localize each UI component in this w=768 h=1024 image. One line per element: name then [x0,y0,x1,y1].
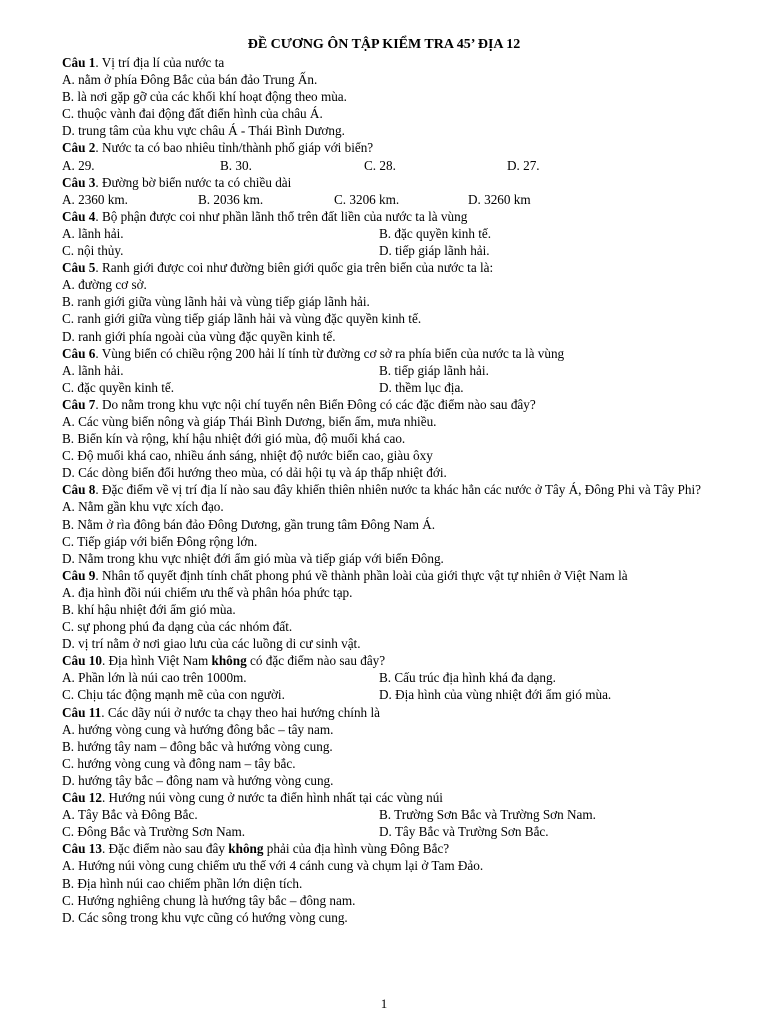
answer-d: D. vị trí nằm ở nơi giao lưu của các luồng di cư sinh vật. [62,636,361,652]
question-number: Câu 11 [62,704,102,720]
question-9 [62,567,742,584]
answer-a: A. hướng vòng cung và hướng đông bắc – tây nam. [62,721,334,737]
answer-d: D. 27. [507,157,540,173]
answer-d: D. hướng tây bắc – đông nam và hướng vòng cung. [62,772,334,788]
question-number: Câu 5 [62,260,96,276]
negation-keyword: không [211,653,247,669]
answer-b: B. Trường Sơn Bắc và Trường Sơn Nam. [379,807,596,823]
answer-row [62,806,742,823]
answer-d: D. thềm lục địa. [379,379,464,395]
answer-d: D. Địa hình của vùng nhiệt đới ẩm gió mùa. [379,687,612,703]
question-3 [62,174,742,191]
answer-b: B. Địa hình núi cao chiếm phần lớn diện tích. [62,875,303,891]
answer-c: C. 28. [364,157,396,173]
question-list [62,54,742,926]
page-title: ĐỀ CƯƠNG ÔN TẬP KIỂM TRA 45’ ĐỊA 12 [247,37,521,52]
page-number: 1 [380,996,388,1011]
question-number: Câu 8 [62,482,96,498]
question-text: . Đặc điểm về vị trí địa lí nào sau đây khiến thiên nhiên nước ta khác hẳn các nước ở Tây Á, Đông Phi và Tây Phi? [95,482,702,498]
question-11 [62,704,742,721]
question-2 [62,139,742,156]
answer-a: A. lãnh hải. [62,362,124,378]
question-text: . Vùng biển có chiều rộng 200 hải lí tính từ đường cơ sở ra phía biển của nước ta là vùng [95,345,565,361]
answer-c: C. Chịu tác động mạnh mẽ của con người. [62,687,285,703]
question-number: Câu 12 [62,790,102,806]
answer-d: D. Các sông trong khu vực cũng có hướng vòng cung. [62,909,348,925]
answer-c: C. đặc quyền kinh tế. [62,379,175,395]
question-text: . Đường bờ biển nước ta có chiều dài [95,174,292,190]
answer-b: B. ranh giới giữa vùng lãnh hải và vùng tiếp giáp lãnh hải. [62,294,370,310]
question-13 [62,840,742,857]
answer-d: D. Các dòng biển đổi hướng theo mùa, có dải hội tụ và áp thấp nhiệt đới. [62,465,447,481]
answer-a: A. Nằm gần khu vực xích đạo. [62,499,224,515]
question-number: Câu 3 [62,174,96,190]
answer-row [62,191,742,208]
question-6 [62,345,742,362]
answer-a: A. đường cơ sở. [62,277,147,293]
answer-c: C. ranh giới giữa vùng tiếp giáp lãnh hải và vùng đặc quyền kinh tế. [62,311,422,327]
question-12 [62,789,742,806]
answer-a: A. địa hình đồi núi chiếm ưu thế và phân hóa phức tạp. [62,584,353,600]
answer-row [62,242,742,259]
question-text: . Đặc điểm nào sau đây [101,841,229,857]
answer-d: D. trung tâm của khu vực châu Á - Thái Bình Dương. [62,123,345,139]
question-1 [62,54,742,71]
answer-d: D. 3260 km [468,191,531,207]
answer-d: D. ranh giới phía ngoài của vùng đặc quyền kinh tế. [62,328,336,344]
answer-a: A. Tây Bắc và Đông Bắc. [62,807,198,823]
answer-c: C. nội thủy. [62,243,124,259]
answer-a: A. lãnh hải. [62,225,124,241]
answer-a: A. Các vùng biển nông và giáp Thái Bình Dương, biển ấm, mưa nhiều. [62,413,437,429]
answer-row [62,157,742,174]
answer-c: C. thuộc vành đai động đất điển hình của châu Á. [62,106,323,122]
answer-c: C. Hướng nghiêng chung là hướng tây bắc – đông nam. [62,892,356,908]
answer-row [62,686,742,703]
answer-c: C. 3206 km. [334,191,400,207]
answer-a: A. nằm ở phía Đông Bắc của bán đảo Trung Ấn. [62,72,318,88]
answer-d: D. Nằm trong khu vực nhiệt đới ẩm gió mùa và tiếp giáp với biển Đông. [62,550,444,566]
answer-c: C. Đông Bắc và Trường Sơn Nam. [62,824,246,840]
answer-b: B. tiếp giáp lãnh hải. [379,362,489,378]
question-8 [62,481,742,498]
answer-row [62,379,742,396]
question-4 [62,208,742,225]
question-number: Câu 2 [62,140,96,156]
answer-a: A. Phần lớn là núi cao trên 1000m. [62,670,247,686]
answer-c: C. Tiếp giáp với biển Đông rộng lớn. [62,533,258,549]
answer-row [62,362,742,379]
negation-keyword: không [228,841,264,857]
answer-row [62,669,742,686]
answer-b: B. khí hậu nhiệt đới ẩm gió mùa. [62,602,236,617]
question-text-end: có đặc điểm nào sau đây? [246,653,386,669]
question-text: . Nước ta có bao nhiêu tỉnh/thành phố giáp với biển? [95,140,374,156]
question-7 [62,396,742,413]
question-text: . Vị trí địa lí của nước ta [95,55,225,70]
answer-b: B. hướng tây nam – đông bắc và hướng vòng cung. [62,738,333,754]
question-10 [62,652,742,669]
answer-c: C. Độ muối khá cao, nhiều ánh sáng, nhiệt độ nước biển cao, giàu ôxy [62,448,433,464]
question-number: Câu 4 [62,208,96,224]
answer-c: C. hướng vòng cung và đông nam – tây bắc. [62,755,296,771]
question-text-end: phải của địa hình vùng Đông Bắc? [263,841,450,857]
question-number: Câu 6 [62,345,96,361]
question-number: Câu 13 [62,841,102,857]
question-text: . Do nằm trong khu vực nội chí tuyến nên Biển Đông có các đặc điểm nào sau đây? [95,396,536,412]
answer-a: A. 29. [62,157,95,173]
answer-b: B. Nằm ở rìa đông bán đảo Đông Dương, gần trung tâm Đông Nam Á. [62,516,436,532]
question-text: . Các dãy núi ở nước ta chạy theo hai hướng chính là [101,704,380,720]
answer-b: B. 30. [220,157,252,173]
answer-a: A. 2360 km. [62,191,128,207]
question-text: . Hướng núi vòng cung ở nước ta điển hình nhất tại các vùng núi [101,790,443,806]
answer-d: D. tiếp giáp lãnh hải. [379,243,490,259]
answer-c: C. sự phong phú đa dạng của các nhóm đất. [62,619,293,635]
question-text: . Ranh giới được coi như đường biên giới quốc gia trên biển của nước ta là: [95,260,494,276]
question-number: Câu 7 [62,396,96,412]
question-text: . Địa hình Việt Nam [101,653,212,669]
question-number: Câu 1 [62,55,96,70]
answer-b: B. Biển kín và rộng, khí hậu nhiệt đới gió mùa, độ muối khá cao. [62,431,406,447]
answer-row [62,225,742,242]
answer-a: A. Hướng núi vòng cung chiếm ưu thế với 4 cánh cung và chụm lại ở Tam Đảo. [62,858,484,874]
answer-b: B. đặc quyền kinh tế. [379,225,492,241]
question-number: Câu 9 [62,567,96,583]
answer-row [62,823,742,840]
question-number: Câu 10 [62,653,102,669]
question-5 [62,259,742,276]
answer-b: B. Cấu trúc địa hình khá đa dạng. [379,670,556,686]
answer-b: B. là nơi gặp gỡ của các khối khí hoạt động theo mùa. [62,89,347,105]
question-text: . Nhân tố quyết định tính chất phong phú về thành phần loài của giới thực vật tự nhiên ở Việt Nam là [95,567,628,583]
question-text: . Bộ phận được coi như phần lãnh thổ trên đất liền của nước ta là vùng [95,208,468,224]
answer-b: B. 2036 km. [198,191,264,207]
answer-d: D. Tây Bắc và Trường Sơn Bắc. [379,824,549,840]
